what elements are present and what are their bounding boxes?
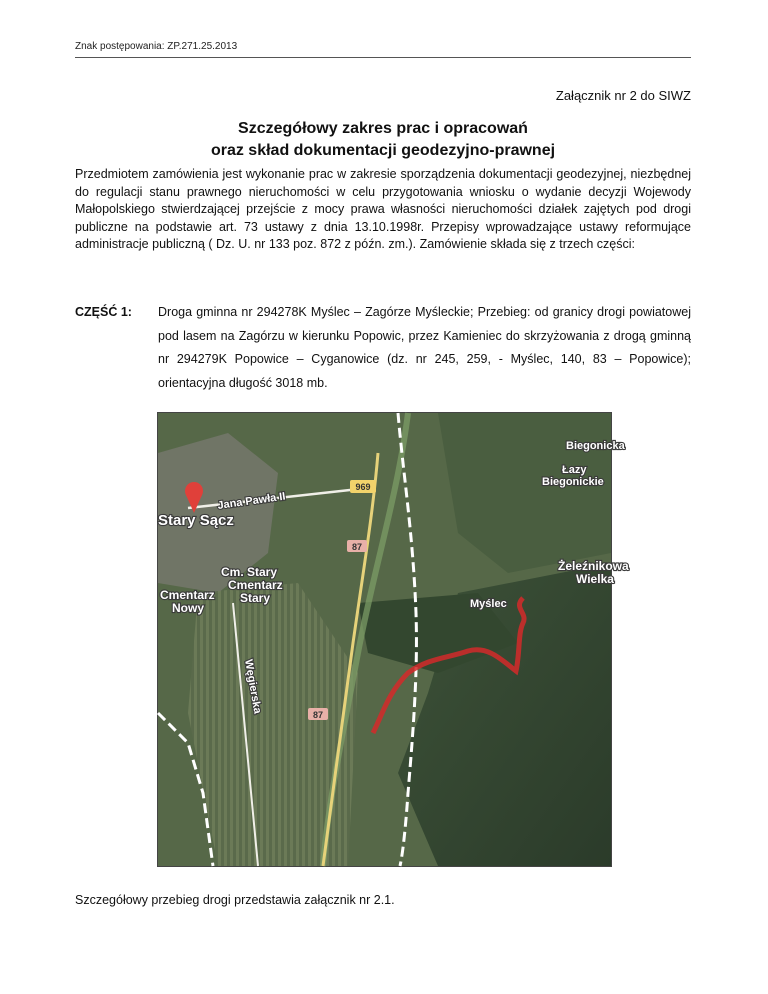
label-lazy-2: Biegonickie xyxy=(542,476,604,488)
label-wegierska: Węgierska xyxy=(242,658,264,715)
part-1-section xyxy=(75,301,691,395)
road-87-label-2: 87 xyxy=(312,710,324,720)
road-969-label: 969 xyxy=(355,482,371,492)
label-biegonicka: Biegonicka xyxy=(566,440,625,452)
label-cmentarz-nowy-1: Cmentarz xyxy=(160,588,215,602)
label-cmentarz-nowy-2: Nowy xyxy=(172,601,205,615)
title-line-1: Szczegółowy zakres prac i opracowań xyxy=(238,120,528,137)
intro-paragraph: Przedmiotem zamówienia jest wykonanie prac w zakresie sporządzenia dokumentacji geodezyjnej, niezbędnej do regulacji stanu prawnego nieruchomości w celu przygotowania wniosku o wydanie decyzji Wojewody Małopolskiego stwierdzającej przejście z mocy prawa własności nieruchomości działek zajętych pod drogi publiczne na podstawie art. 73 ustawy z dnia 13.10.1998r. Przepisy wprowadzające ustawy reformujące administracje publiczną ( Dz. U. nr 133 poz. 872 z późn. zm.). Zamówienie składa się z trzech części: xyxy=(75,167,691,251)
road-87-label-1: 87 xyxy=(351,542,363,552)
label-cmentarz-stary-1: Cmentarz xyxy=(228,578,283,592)
label-cmentarz-stary-2: Stary xyxy=(240,591,271,605)
part-1-label: CZĘŚĆ 1: xyxy=(75,305,132,319)
label-stary-sacz: Stary Sącz xyxy=(158,512,234,529)
label-cm-stary: Cm. Stary xyxy=(221,565,278,579)
label-zeleznikowa-2: Wielka xyxy=(576,572,614,586)
document-title xyxy=(75,118,691,162)
reference-number: Znak postępowania: ZP.271.25.2013 xyxy=(75,41,238,52)
label-zeleznikowa-1: Żeleźnikowa xyxy=(558,559,629,573)
label-jana-pawla: Jana Pawła II xyxy=(216,490,287,512)
label-lazy-1: Łazy xyxy=(562,464,587,476)
route-reference-note: Szczegółowy przebieg drogi przedstawia załącznik nr 2.1. xyxy=(75,893,395,907)
part-1-description: Droga gminna nr 294278K Myślec – Zagórze Myśleckie; Przebieg: od granicy drogi powiatowej pod lasem na Zagórzu w kierunku Popowic, przez Kamieniec do skrzyżowania z drogą gminną nr 294279K Popowice – Cyganowice (dz. nr 245, 259, - Myślec, 140, 83 – Popowice); orientacyjna długość 3018 mb. xyxy=(158,305,691,390)
annex-label: Załącznik nr 2 do SIWZ xyxy=(555,88,691,103)
title-line-2: oraz skład dokumentacji geodezyjno-prawnej xyxy=(210,142,556,159)
route-map xyxy=(157,412,629,867)
header-divider xyxy=(75,57,691,58)
label-myslec: Myślec xyxy=(470,598,507,610)
